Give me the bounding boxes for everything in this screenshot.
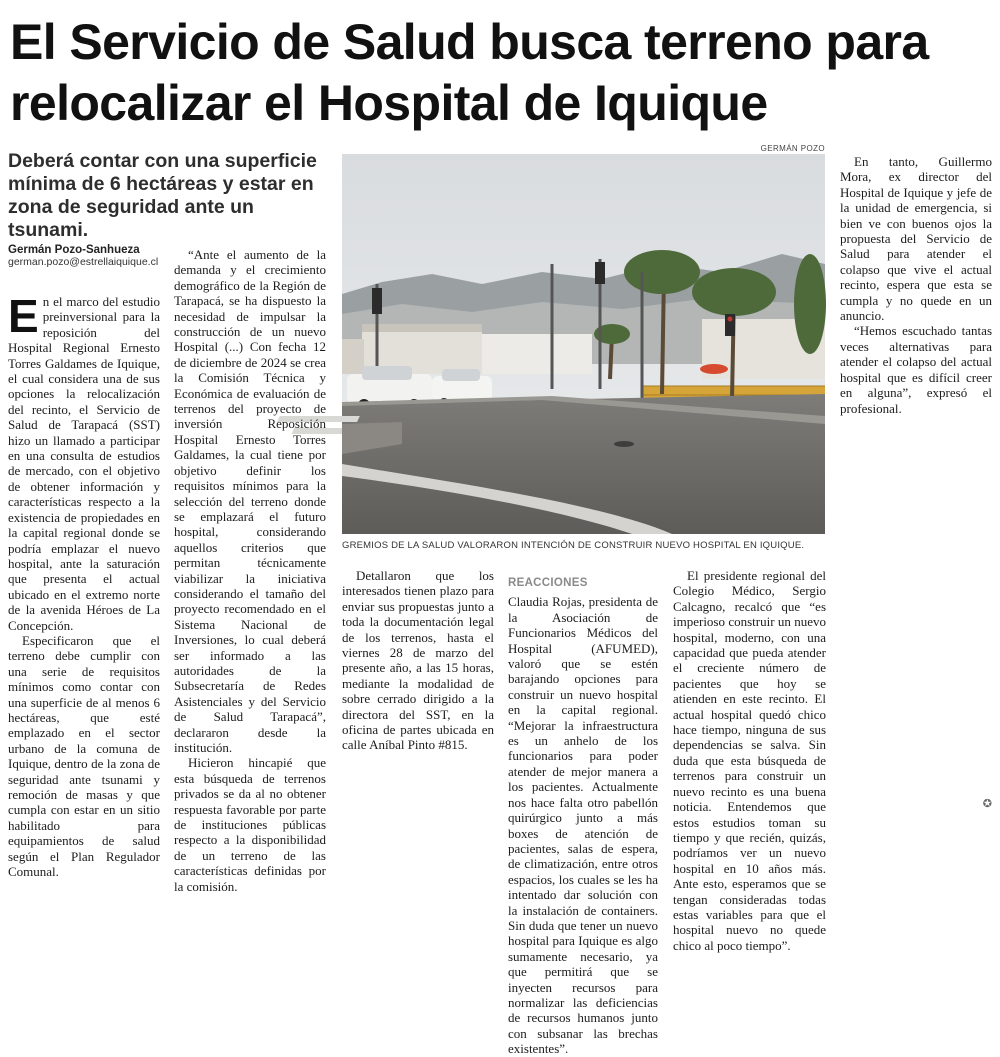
article-paragraph-4: Hicieron hincapié que esta búsqueda de terrenos privados se da al no obtener respuesta favorable por parte de instituciones públicas respecto a la disponibilidad de un terreno de las características definidas por la comisión. — [174, 755, 326, 894]
photo-caption: GREMIOS DE LA SALUD VALORARON INTENCIÓN DE CONSTRUIR NUEVO HOSPITAL EN IQUIQUE. — [342, 540, 805, 551]
article-paragraph-3: “Ante el aumento de la demanda y el crecimiento demográfico de la Región de Tarapacá, se ha dispuesto la necesidad de impulsar la construcción de un nuevo Hospital (...) Con fecha 12 de diciembre de 2024 se crea la Comisión Técnica y Económica de evaluación de terrenos del proyecto de inversión Reposición Hospital Ernesto Torres Galdames, la cual tiene por objetivo definir los requisitos mínimos para la selección del terreno donde se emplazará el futuro hospital, considerando aquellos criterios que permitan técnicamente viabilizar la iniciativa considerando el tamaño del proyecto recomendado en el Sistema Nacional de Inversiones, lo cual deberá ser informado a las autoridades de la Subsecretaría de Redes Asistenciales y del Servicio de Salud Tarapacá”, declararon desde la institución. — [174, 247, 326, 755]
byline-email[interactable]: german.pozo@estrellaiquique.cl — [8, 256, 159, 268]
article-column-4 — [508, 568, 658, 1057]
article-paragraph-6: Claudia Rojas, presidenta de la Asociación de Funcionarios Médicos del Hospital (AFUMED), valoró que se estén barajando opciones para construir un nuevo hospital en la capital regional. “Mejorar la infraestructura es un anhelo de los funcionarios para poder atender de mejor manera a los pacientes. Actualmente nos hace falta otro pabellón quirúrgico junto a más boxes de atención de pacientes, salas de espera, de climatización, entre otros espacios, los cuales se les ha intentado dar solución con la instalación de containers. Sin duda que tener un nuevo hospital para Iquique es algo sumamente necesario, ya que permitirá que se inyecten recursos para normalizar las deficiencias de recursos humanos junto con subsanar las brechas existentes”. — [508, 594, 658, 1057]
paragraph-1-text: n el marco del estudio preinversional para la reposición del Hospital Regional Ernesto Torres Galdames de Iquique, el cual considera una de sus opciones la relocalización del recinto, el Servicio de Salud de Tarapacá (SST) hizo un llamado a participar en una consulta de estudios de mercado, con el objetivo de obtener información y características respecto a la existencia de propiedades en la capital regional donde se podría emplazar el nuevo hospital, ante la saturación que presenta el actual ubicado en el extremo norte de la avenida Héroes de La Concepción. — [8, 294, 160, 633]
article-paragraph-2: Especificaron que el terreno debe cumplir con una serie de requisitos mínimos como contar con una superficie de al menos 6 hectáreas, que esté emplazado en el sector urbano de la comuna de Iquique, dentro de la zona de seguridad ante tsunami y remoción de masas y que cumpla con estar en un sitio habilitado para equipamientos de salud según el Plan Regulador Comunal. — [8, 632, 160, 880]
article-column-2 — [174, 247, 326, 894]
article-column-1 — [8, 290, 160, 880]
dropcap: E — [8, 290, 39, 342]
article-paragraph-7: El presidente regional del Colegio Médico, Sergio Calcagno, recalcó que “es imperioso construir un nuevo hospital, moderno, con una capacidad que pueda atender el creciente número de pacientes que hoy se atienden en este recinto. El actual hospital quedó chico hace tiempo, ninguna de sus dependencias se salva. Sin duda que esta búsqueda de terrenos para construir un nuevo recinto es una buena noticia. Entendemos que estos estudios toman su tiempo y que recién, quizás, podríamos ver un nuevo hospital en 10 años más. Ante esto, esperamos que se tengan consideradas todas estas variables para que el hospital nuevo no quede chico al poco tiempo”. — [673, 568, 826, 953]
article-column-5 — [673, 568, 826, 953]
byline — [8, 244, 168, 268]
headline: El Servicio de Salud busca terreno para relocalizar el Hospital de Iquique — [10, 14, 929, 131]
photo-credit: GERMÁN POZO — [760, 144, 825, 153]
subhead-reacciones: REACCIONES — [508, 577, 588, 589]
byline-name: Germán Pozo-Sanhueza — [8, 244, 140, 256]
article-paragraph-9: “Hemos escuchado tantas veces alternativas para atender el colapso del actual hospital que es difícil creer en alguna”, expresó el profesional. — [840, 323, 992, 416]
article-paragraph-1 — [8, 290, 160, 633]
street-scene-illustration — [342, 154, 825, 534]
end-mark-icon: ✪ — [982, 798, 992, 810]
article-photo — [342, 154, 825, 534]
article-column-6 — [840, 154, 992, 814]
article-paragraph-8: En tanto, Guillermo Mora, ex director del Hospital de Iquique y jefe de la unidad de emergencia, si bien ve con buenos ojos la propuesta del Servicio de Salud para atender el colapso que vive el actual recinto, espera que esta se cumpla y no quede en un anuncio. — [840, 154, 992, 324]
deck: Deberá contar con una superficie mínima de 6 hectáreas y estar en zona de seguridad ante un tsunami. — [8, 150, 317, 241]
article-paragraph-5: Detallaron que los interesados tienen plazo para enviar sus propuestas junto a toda la documentación legal de los terrenos, hasta el viernes 28 de marzo del presente año, a las 15 horas, mediante la modalidad de sobre cerrado dirigido a la directora del SST, en la oficina de partes ubicada en calle Aníbal Pinto #815. — [342, 568, 494, 753]
article-column-3 — [342, 568, 494, 814]
